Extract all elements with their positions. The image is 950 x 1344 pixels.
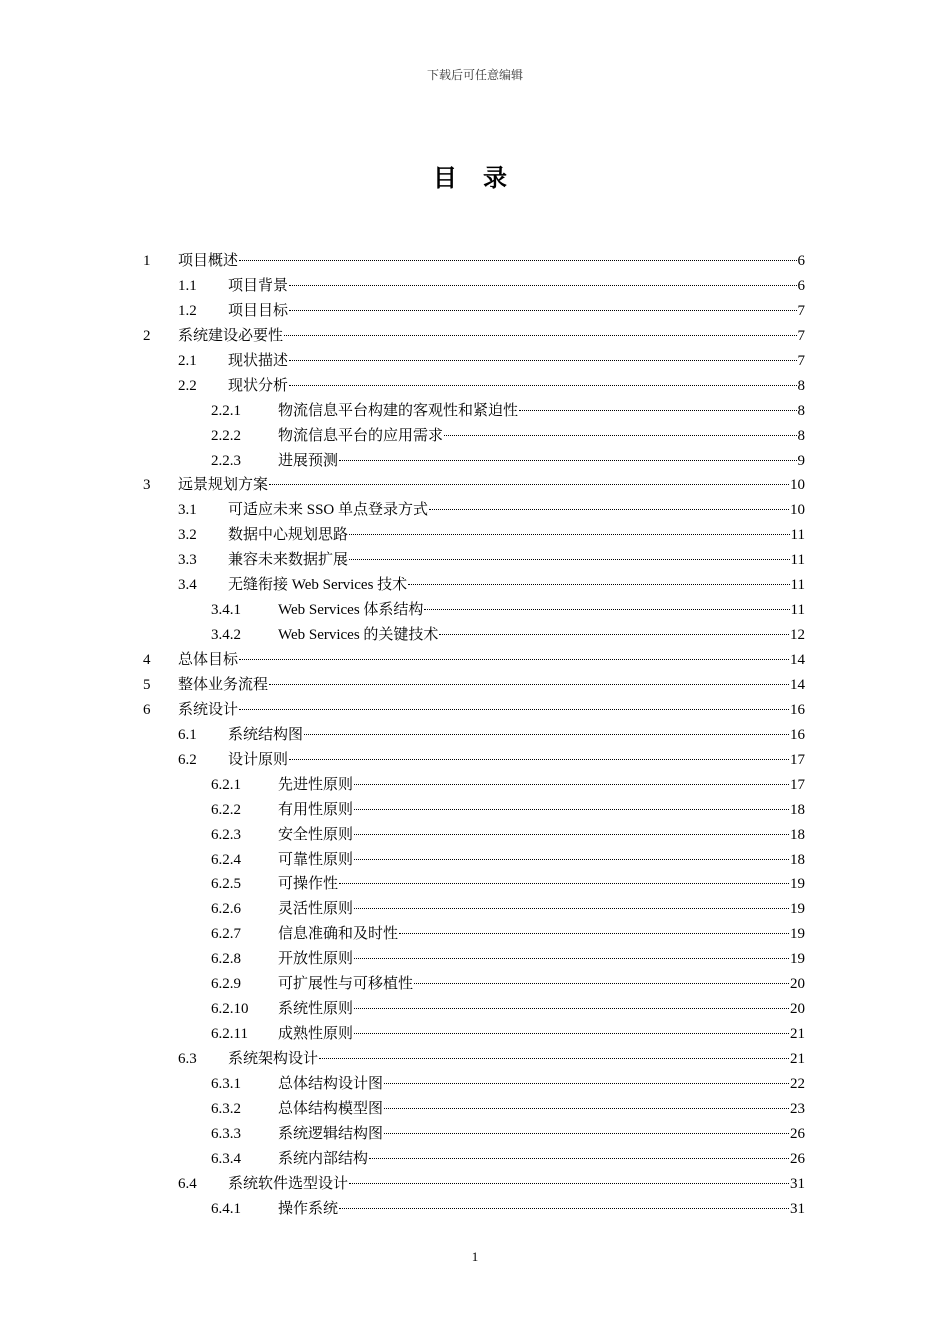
toc-dot-leader	[239, 709, 789, 710]
toc-entry[interactable]	[0, 249, 950, 274]
toc-entry-page: 6	[797, 253, 805, 269]
toc-entry-number: 6.4	[178, 1175, 197, 1192]
toc-entry-number: 3.2	[178, 527, 197, 544]
toc-dot-leader	[349, 534, 790, 535]
toc-entry-page: 19	[790, 901, 805, 918]
toc-entry-page: 6	[797, 277, 805, 294]
toc-entry-page: 7	[797, 352, 805, 369]
toc-entry-page: 22	[790, 1075, 805, 1092]
toc-entry-number: 4	[143, 652, 151, 668]
toc-entry-number: 1.1	[178, 277, 197, 294]
toc-entry[interactable]	[0, 399, 950, 424]
toc-entry-title: 项目概述	[178, 253, 239, 269]
toc-entry[interactable]	[0, 922, 950, 947]
toc-entry-number: 6.2.2	[211, 801, 241, 818]
toc-entry-number: 6	[143, 701, 151, 718]
toc-dot-leader	[354, 1033, 789, 1034]
toc-entry-page: 10	[790, 477, 805, 494]
toc-entry[interactable]	[0, 548, 950, 573]
toc-entry[interactable]	[0, 349, 950, 374]
toc-entry[interactable]	[0, 1197, 950, 1222]
toc-dot-leader	[439, 634, 789, 635]
toc-entry-title: 可适应未来 SSO 单点登录方式	[228, 502, 429, 519]
toc-entry-page: 31	[790, 1200, 805, 1217]
toc-entry-title: 项目背景	[228, 277, 289, 294]
toc-entry-title: 物流信息平台的应用需求	[278, 427, 444, 444]
toc-entry-title: 数据中心规划思路	[228, 527, 349, 544]
toc-dot-leader	[354, 908, 789, 909]
toc-entry-title: Web Services 的关键技术	[278, 627, 439, 644]
toc-entry-page: 17	[790, 751, 805, 768]
toc-entry-number: 3.4.1	[211, 602, 241, 619]
toc-dot-leader	[304, 734, 789, 735]
toc-entry-title: Web Services 体系结构	[278, 602, 424, 619]
toc-dot-leader	[424, 609, 789, 610]
toc-entry-title: 无缝衔接 Web Services 技术	[228, 577, 408, 594]
toc-entry[interactable]	[0, 798, 950, 823]
toc-dot-leader	[354, 859, 789, 860]
toc-entry[interactable]	[0, 1122, 950, 1147]
toc-dot-leader	[354, 958, 789, 959]
toc-entry[interactable]	[0, 723, 950, 748]
toc-entry[interactable]	[0, 299, 950, 324]
toc-dot-leader	[429, 509, 789, 510]
toc-entry[interactable]	[0, 498, 950, 523]
toc-entry-page: 19	[790, 951, 805, 968]
toc-entry-title: 可扩展性与可移植性	[278, 976, 414, 993]
toc-entry-number: 6.2.11	[211, 1026, 248, 1043]
toc-entry-title: 兼容未来数据扩展	[228, 552, 349, 569]
toc-dot-leader	[269, 484, 789, 485]
toc-dot-leader	[354, 809, 789, 810]
toc-entry-title: 开放性原则	[278, 951, 354, 968]
toc-entry-title: 现状分析	[228, 377, 289, 394]
toc-entry-number: 6.2.7	[211, 926, 241, 943]
toc-entry-number: 6.3.2	[211, 1100, 241, 1117]
toc-entry[interactable]	[0, 374, 950, 399]
toc-entry-page: 11	[790, 602, 805, 619]
toc-entry-title: 灵活性原则	[278, 901, 354, 918]
toc-entry-title: 系统逻辑结构图	[278, 1125, 384, 1142]
toc-entry[interactable]	[0, 1147, 950, 1172]
toc-entry-number: 2.1	[178, 352, 197, 369]
toc-dot-leader	[444, 435, 796, 436]
toc-entry-title: 整体业务流程	[178, 676, 269, 693]
toc-dot-leader	[319, 1058, 789, 1059]
toc-entry-page: 8	[797, 402, 805, 419]
toc-dot-leader	[289, 360, 796, 361]
toc-entry[interactable]	[0, 698, 950, 723]
toc-entry-title: 系统架构设计	[228, 1051, 319, 1067]
toc-entry-title: 操作系统	[278, 1200, 339, 1217]
toc-entry[interactable]	[0, 823, 950, 848]
toc-entry-number: 3	[143, 477, 151, 494]
toc-entry-page: 8	[797, 427, 805, 444]
toc-entry-title: 远景规划方案	[178, 477, 269, 494]
toc-entry[interactable]	[0, 897, 950, 922]
toc-entry[interactable]	[0, 449, 950, 474]
toc-entry-title: 系统建设必要性	[178, 327, 284, 344]
toc-entry-number: 3.3	[178, 552, 197, 569]
toc-entry-number: 6.2	[178, 751, 197, 768]
toc-entry[interactable]	[0, 623, 950, 648]
toc-entry-title: 进展预测	[278, 452, 339, 469]
toc-entry-number: 6.2.10	[211, 1001, 249, 1018]
toc-dot-leader	[408, 584, 789, 585]
toc-entry-page: 7	[797, 327, 805, 344]
toc-dot-leader	[399, 933, 789, 934]
toc-title: 目 录	[433, 166, 517, 192]
toc-entry-title: 系统软件选型设计	[228, 1175, 349, 1192]
toc-entry[interactable]	[0, 972, 950, 997]
toc-dot-leader	[239, 659, 789, 660]
toc-entry-page: 18	[790, 801, 805, 818]
toc-entry-page: 18	[790, 826, 805, 843]
toc-entry-number: 6.3	[178, 1051, 197, 1067]
toc-entry[interactable]	[0, 1047, 950, 1072]
toc-entry-page: 21	[790, 1026, 805, 1043]
toc-entry-page: 17	[790, 776, 805, 793]
toc-entry-page: 26	[790, 1125, 805, 1142]
toc-entry-number: 6.2.3	[211, 826, 241, 843]
toc-entry-number: 3.1	[178, 502, 197, 519]
toc-entry-page: 21	[790, 1051, 805, 1067]
toc-dot-leader	[284, 335, 796, 336]
page-number: 1	[471, 1249, 479, 1264]
toc-entry-title: 总体目标	[178, 652, 239, 668]
toc-entry-title: 设计原则	[228, 751, 289, 768]
toc-entry-page: 7	[797, 302, 805, 319]
toc-entry-title: 可靠性原则	[278, 851, 354, 868]
toc-dot-leader	[414, 983, 789, 984]
toc-entry-page: 31	[790, 1175, 805, 1192]
page-header: 下载后可任意编辑	[426, 68, 523, 82]
toc-entry-title: 系统内部结构	[278, 1150, 369, 1167]
toc-entry-number: 6.1	[178, 726, 197, 743]
toc-entry-page: 26	[790, 1150, 805, 1167]
toc-entry[interactable]	[0, 673, 950, 698]
toc-entry[interactable]	[0, 573, 950, 598]
toc-entry[interactable]	[0, 1072, 950, 1097]
toc-entry-page: 20	[790, 1001, 805, 1018]
toc-entry[interactable]	[0, 997, 950, 1022]
toc-entry-title: 物流信息平台构建的客观性和紧迫性	[278, 402, 519, 419]
toc-entry-page: 18	[790, 851, 805, 868]
toc-entry-page: 14	[790, 676, 805, 693]
toc-dot-leader	[269, 684, 789, 685]
toc-entry-title: 现状描述	[228, 352, 289, 369]
toc-entry-number: 6.4.1	[211, 1200, 241, 1217]
toc-entry-title: 系统结构图	[228, 726, 304, 743]
toc-entry-number: 2.2.3	[211, 452, 241, 469]
toc-entry-number: 2	[143, 327, 151, 344]
toc-entry-page: 11	[790, 552, 805, 569]
toc-entry-title: 系统性原则	[278, 1001, 354, 1018]
toc-entry-page: 20	[790, 976, 805, 993]
toc-entry-title: 项目目标	[228, 302, 289, 319]
toc-entry[interactable]	[0, 1097, 950, 1122]
toc-entry[interactable]	[0, 523, 950, 548]
toc-entry-page: 12	[790, 627, 805, 644]
toc-dot-leader	[339, 1208, 789, 1209]
toc-entry-title: 先进性原则	[278, 776, 354, 793]
toc-entry-number: 3.4	[178, 577, 197, 594]
toc-entry-number: 2.2.1	[211, 402, 241, 419]
toc-entry-title: 有用性原则	[278, 801, 354, 818]
toc-entry-number: 6.3.3	[211, 1125, 241, 1142]
toc-entry-title: 总体结构模型图	[278, 1100, 384, 1117]
toc-entry[interactable]	[0, 324, 950, 349]
table-of-contents	[0, 249, 950, 1222]
toc-entry-number: 6.2.9	[211, 976, 241, 993]
toc-entry[interactable]	[0, 274, 950, 299]
toc-entry-number: 6.3.4	[211, 1150, 241, 1167]
toc-entry[interactable]	[0, 1022, 950, 1047]
toc-entry-number: 6.2.4	[211, 851, 241, 868]
toc-entry-page: 19	[790, 876, 805, 893]
toc-dot-leader	[289, 310, 796, 311]
toc-entry-title: 安全性原则	[278, 826, 354, 843]
toc-entry-number: 2.2	[178, 377, 197, 394]
toc-entry[interactable]	[0, 648, 950, 673]
toc-entry-page: 9	[797, 452, 805, 469]
toc-dot-leader	[349, 1183, 789, 1184]
toc-entry-title: 信息准确和及时性	[278, 926, 399, 943]
toc-dot-leader	[354, 834, 789, 835]
toc-entry-page: 16	[790, 726, 805, 743]
toc-entry-page: 23	[790, 1100, 805, 1117]
toc-dot-leader	[369, 1158, 789, 1159]
toc-entry-number: 1	[143, 253, 151, 269]
toc-entry-number: 6.2.1	[211, 776, 241, 793]
toc-entry[interactable]	[0, 424, 950, 449]
toc-entry-page: 8	[797, 377, 805, 394]
toc-dot-leader	[349, 559, 790, 560]
toc-entry-number: 2.2.2	[211, 427, 241, 444]
toc-entry-number: 6.3.1	[211, 1075, 241, 1092]
toc-entry[interactable]	[0, 598, 950, 623]
toc-entry-title: 总体结构设计图	[278, 1075, 384, 1092]
toc-entry-page: 11	[790, 527, 805, 544]
toc-dot-leader	[339, 883, 789, 884]
toc-dot-leader	[519, 410, 796, 411]
toc-entry-number: 6.2.8	[211, 951, 241, 968]
toc-entry[interactable]	[0, 1172, 950, 1197]
toc-entry-number: 1.2	[178, 302, 197, 319]
toc-entry[interactable]	[0, 872, 950, 897]
toc-entry[interactable]	[0, 773, 950, 798]
toc-dot-leader	[384, 1083, 789, 1084]
toc-dot-leader	[239, 260, 796, 261]
toc-dot-leader	[354, 784, 789, 785]
toc-dot-leader	[289, 385, 796, 386]
toc-entry-number: 3.4.2	[211, 627, 241, 644]
toc-dot-leader	[289, 285, 796, 286]
toc-entry-page: 11	[790, 577, 805, 594]
toc-entry-title: 可操作性	[278, 876, 339, 893]
toc-dot-leader	[339, 460, 796, 461]
toc-entry-page: 19	[790, 926, 805, 943]
toc-dot-leader	[384, 1108, 789, 1109]
toc-dot-leader	[289, 759, 789, 760]
toc-dot-leader	[384, 1133, 789, 1134]
toc-entry-page: 14	[790, 652, 805, 668]
toc-entry-title: 成熟性原则	[278, 1026, 354, 1043]
toc-dot-leader	[354, 1008, 789, 1009]
toc-entry-title: 系统设计	[178, 701, 239, 718]
toc-entry-page: 10	[790, 502, 805, 519]
toc-entry-number: 6.2.6	[211, 901, 241, 918]
toc-entry-number: 6.2.5	[211, 876, 241, 893]
toc-entry[interactable]	[0, 748, 950, 773]
toc-entry[interactable]	[0, 473, 950, 498]
toc-entry[interactable]	[0, 947, 950, 972]
toc-entry-page: 16	[790, 701, 805, 718]
toc-entry-number: 5	[143, 676, 151, 693]
toc-entry[interactable]	[0, 848, 950, 873]
